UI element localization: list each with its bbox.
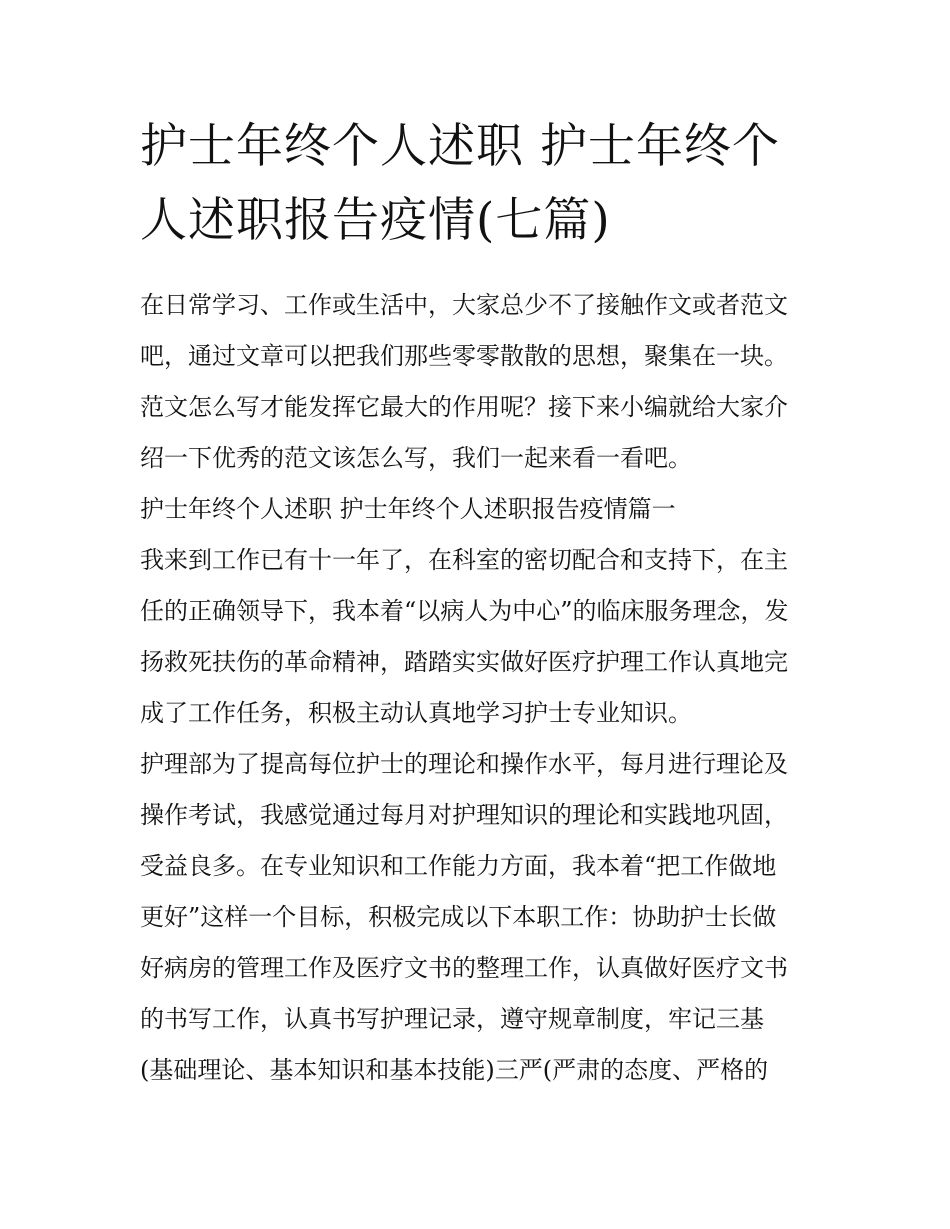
body-line: 扬救死扶伤的革命精神，踏踏实实做好医疗护理工作认真地完 (140, 648, 788, 676)
section-heading: 护士年终个人述职 护士年终个人述职报告疫情篇一 (140, 495, 676, 523)
body-line: 护理部为了提高每位护士的理论和操作水平，每月进行理论及 (140, 750, 788, 778)
title-line: 护士年终个人述职 护士年终个 (140, 119, 780, 174)
body-line: 操作考试，我感觉通过每月对护理知识的理论和实践地巩固， (140, 801, 788, 829)
document-title (140, 110, 820, 258)
body-line: 任的正确领导下，我本着“以病人为中心”的临床服务理念，发 (140, 597, 789, 625)
document-body (140, 280, 820, 1096)
body-line: 范文怎么写才能发挥它最大的作用呢？接下来小编就给大家介 (140, 393, 788, 421)
body-line: 的书写工作，认真书写护理记录，遵守规章制度，牢记三基 (140, 1005, 764, 1033)
body-line: 在日常学习、工作或生活中，大家总少不了接触作文或者范文 (140, 291, 788, 319)
body-line: 绍一下优秀的范文该怎么写，我们一起来看一看吧。 (140, 444, 692, 472)
body-line: 受益良多。在专业知识和工作能力方面，我本着“把工作做地 (140, 852, 777, 880)
title-line: 人述职报告疫情(七篇) (140, 193, 611, 248)
body-line: 我来到工作已有十一年了，在科室的密切配合和支持下，在主 (140, 546, 788, 574)
body-line: 吧，通过文章可以把我们那些零零散散的思想，聚集在一块。 (140, 342, 788, 370)
body-line: (基础理论、基本知识和基本技能)三严(严肃的态度、严格的 (140, 1056, 769, 1084)
body-line: 成了工作任务，积极主动认真地学习护士专业知识。 (140, 699, 692, 727)
body-line: 好病房的管理工作及医疗文书的整理工作，认真做好医疗文书 (140, 954, 788, 982)
body-line: 更好”这样一个目标，积极完成以下本职工作：协助护士长做 (140, 903, 777, 931)
